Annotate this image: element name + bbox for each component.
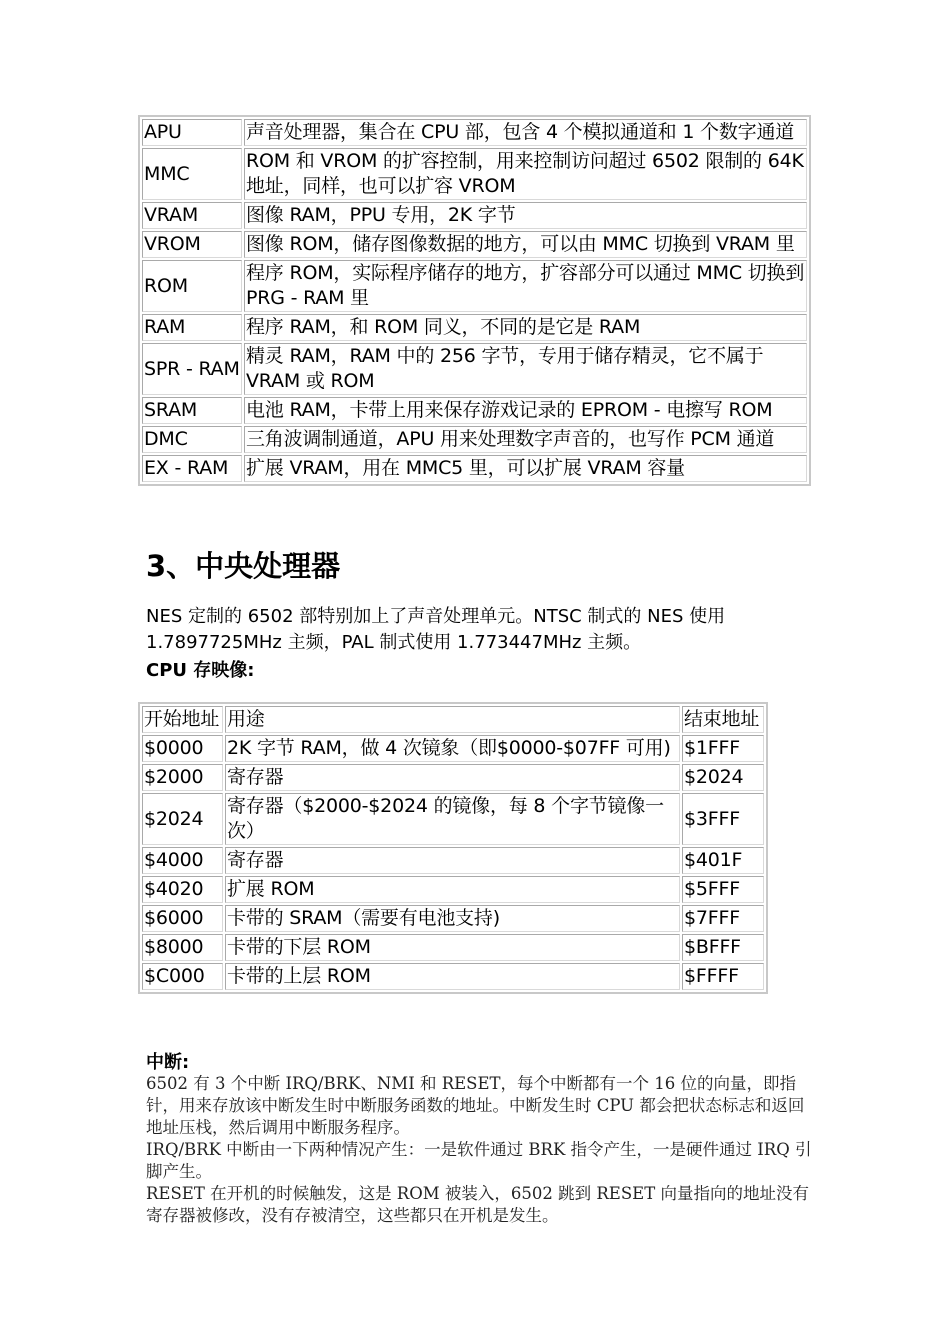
start-address-cell: $0000	[142, 735, 223, 762]
usage-cell: 2K 字节 RAM，做 4 次镜象（即$0000-$07FF 可用)	[225, 735, 680, 762]
term-cell: VRAM	[142, 202, 242, 229]
description-cell: 电池 RAM，卡带上用来保存游戏记录的 EPROM - 电擦写 ROM	[244, 397, 807, 424]
table-row	[142, 119, 807, 146]
usage-cell: 卡带的 SRAM（需要有电池支持)	[225, 905, 680, 932]
cpu-memory-map-table	[138, 702, 768, 994]
term-cell: SPR - RAM	[142, 343, 242, 395]
table-row	[142, 793, 764, 845]
end-address-cell: $3FFF	[682, 793, 764, 845]
terms-table	[138, 115, 811, 486]
end-address-cell: $401F	[682, 847, 764, 874]
description-cell: 程序 ROM，实际程序储存的地方，扩容部分可以通过 MMC 切换到 PRG - RAM 里	[244, 260, 807, 312]
term-cell: EX - RAM	[142, 455, 242, 482]
table-header-row	[142, 706, 764, 733]
table-row	[142, 202, 807, 229]
term-cell: ROM	[142, 260, 242, 312]
section-heading: 3、中央处理器	[146, 549, 341, 583]
end-address-cell: $FFFF	[682, 963, 764, 990]
table-row	[142, 963, 764, 990]
interrupts-label: 中断:	[146, 1052, 190, 1073]
end-address-cell: $2024	[682, 764, 764, 791]
table-row	[142, 148, 807, 200]
interrupts-body	[146, 1073, 816, 1227]
table-row	[142, 905, 764, 932]
start-address-cell: $2024	[142, 793, 223, 845]
description-cell: 扩展 VRAM，用在 MMC5 里，可以扩展 VRAM 容量	[244, 455, 807, 482]
term-cell: APU	[142, 119, 242, 146]
end-address-cell: $BFFF	[682, 934, 764, 961]
term-cell: VROM	[142, 231, 242, 258]
table-row	[142, 231, 807, 258]
column-header-use: 用途	[225, 706, 680, 733]
table-row	[142, 426, 807, 453]
start-address-cell: $4020	[142, 876, 223, 903]
table-row	[142, 764, 764, 791]
table-row	[142, 876, 764, 903]
table-row	[142, 934, 764, 961]
interrupts-paragraph: IRQ/BRK 中断由一下两种情况产生：一是软件通过 BRK 指令产生，一是硬件通过 IRQ 引脚产生。	[146, 1140, 812, 1181]
term-cell: RAM	[142, 314, 242, 341]
column-header-start: 开始地址	[142, 706, 223, 733]
table-row	[142, 343, 807, 395]
section-paragraph: NES 定制的 6502 部特别加上了声音处理单元。NTSC 制式的 NES 使用 1.7897725MHz 主频，PAL 制式使用 1.773447MHz 主频。	[146, 606, 726, 653]
table-row	[142, 397, 807, 424]
description-cell: 程序 RAM，和 ROM 同义，不同的是它是 RAM	[244, 314, 807, 341]
cpu-memory-map-label: CPU 存映像:	[146, 660, 255, 681]
start-address-cell: $6000	[142, 905, 223, 932]
end-address-cell: $1FFF	[682, 735, 764, 762]
description-cell: 声音处理器，集合在 CPU 部，包含 4 个模拟通道和 1 个数字通道	[244, 119, 807, 146]
usage-cell: 寄存器	[225, 764, 680, 791]
usage-cell: 扩展 ROM	[225, 876, 680, 903]
table-row	[142, 847, 764, 874]
description-cell: ROM 和 VROM 的扩容控制，用来控制访问超过 6502 限制的 64K 地址，同样，也可以扩容 VROM	[244, 148, 807, 200]
usage-cell: 卡带的下层 ROM	[225, 934, 680, 961]
term-cell: DMC	[142, 426, 242, 453]
table-row	[142, 260, 807, 312]
end-address-cell: $5FFF	[682, 876, 764, 903]
start-address-cell: $8000	[142, 934, 223, 961]
column-header-end: 结束地址	[682, 706, 764, 733]
description-cell: 图像 ROM，储存图像数据的地方，可以由 MMC 切换到 VRAM 里	[244, 231, 807, 258]
start-address-cell: $4000	[142, 847, 223, 874]
description-cell: 图像 RAM，PPU 专用，2K 字节	[244, 202, 807, 229]
table-row	[142, 735, 764, 762]
description-cell: 三角波调制通道，APU 用来处理数字声音的，也写作 PCM 通道	[244, 426, 807, 453]
term-cell: MMC	[142, 148, 242, 200]
table-row	[142, 455, 807, 482]
end-address-cell: $7FFF	[682, 905, 764, 932]
start-address-cell: $2000	[142, 764, 223, 791]
usage-cell: 寄存器	[225, 847, 680, 874]
interrupts-paragraph: 6502 有 3 个中断 IRQ/BRK、NMI 和 RESET，每个中断都有一个 16 位的向量，即指针，用来存放该中断发生时中断服务函数的地址。中断发生时 CPU 都会把状态标志和返回地址压栈，然后调用中断服务程序。	[146, 1074, 805, 1137]
interrupts-paragraph: RESET 在开机的时候触发，这是 ROM 被装入，6502 跳到 RESET 向量指向的地址没有寄存器被修改，没有存被清空，这些都只在开机是发生。	[146, 1184, 809, 1225]
description-cell: 精灵 RAM，RAM 中的 256 字节，专用于储存精灵，它不属于 VRAM 或 ROM	[244, 343, 807, 395]
usage-cell: 寄存器（$2000-$2024 的镜像，每 8 个字节镜像一次）	[225, 793, 680, 845]
term-cell: SRAM	[142, 397, 242, 424]
table-row	[142, 314, 807, 341]
start-address-cell: $C000	[142, 963, 223, 990]
usage-cell: 卡带的上层 ROM	[225, 963, 680, 990]
